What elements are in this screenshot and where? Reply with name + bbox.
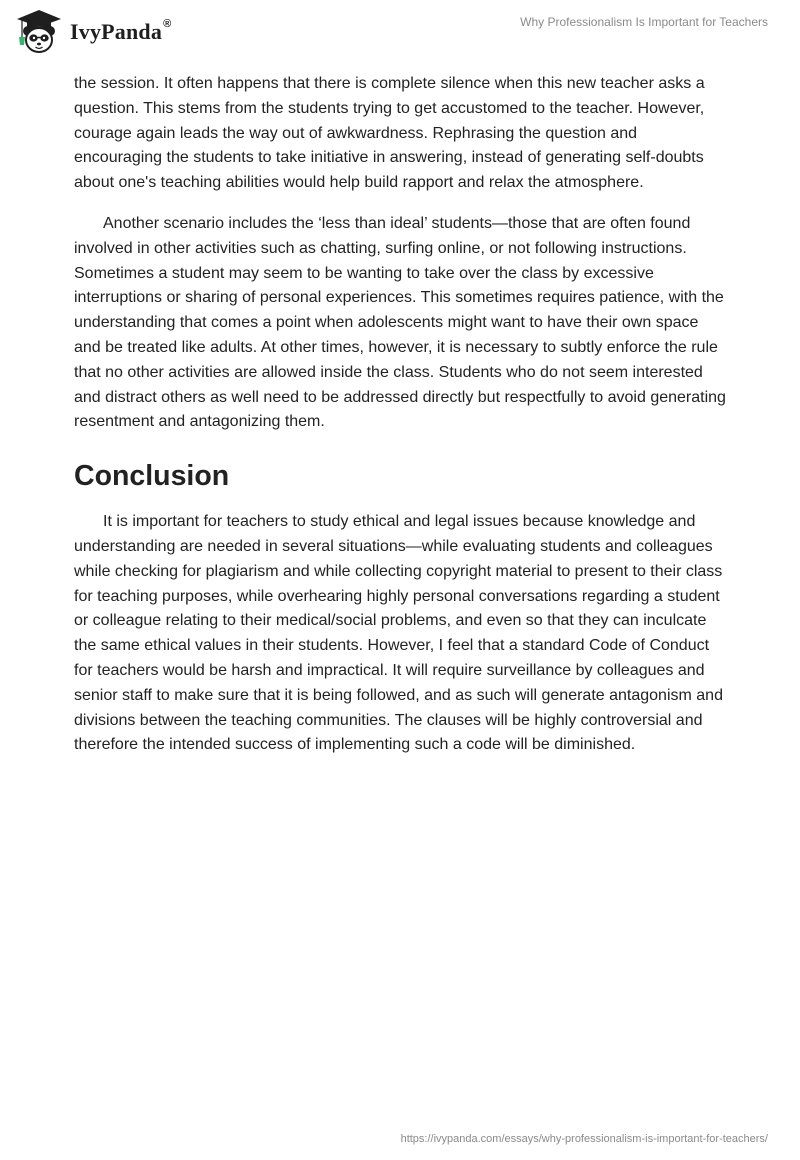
conclusion-heading: Conclusion [74,460,230,493]
ivypanda-logo[interactable] [14,7,171,57]
registered-mark: ® [163,17,172,30]
brand-name-text: IvyPanda [70,19,163,44]
brand-name [70,19,171,45]
essay-content [74,72,726,758]
body-paragraph: Another scenario includes the ‘less than ideal’ students—those that are often found involved in other activities such as chatting, surfing online, or not following instructions. Sometimes a student may seem to be wanting to take over the class by excessive interruptions or sharing of personal experiences. This sometimes requires patience, with the understanding that comes a point when adolescents might want to have their own space and be treated like adults. At other times, however, it is necessary to subtly enforce the rule that no other activities are allowed inside the class. Students who do not seem interested and distract others as well need to be addressed directly but respectfully to avoid generating resentment and antagonizing them. [74,214,726,431]
body-paragraph: It is important for teachers to study ethical and legal issues because knowledge and understanding are needed in several situations—while evaluating students and colleagues while checking for plagiarism and while collecting copyright material to present to their class for teaching purposes, while overhearing highly personal conversations regarding a student or colleague relating to their medical/social problems, and even so that they can inculcate the same ethical values in their students. However, I feel that a standard Code of Conduct for teachers would be harsh and impractical. It will require surveillance by colleagues and senior staff to make sure that it is being followed, and as such will generate antagonism and divisions between the teaching communities. The clauses will be highly controversial and therefore the intended success of implementing such a code will be diminished. [74,513,723,754]
running-title: Why Professionalism Is Important for Teachers [520,15,768,29]
panda-graduation-cap-icon [14,7,64,57]
body-paragraph: the session. It often happens that there is complete silence when this new teacher asks a question. This stems from the students trying to get accustomed to the teacher. However, courage again leads the way out of awkwardness. Rephrasing the question and encouraging the students to take initiative in answering, instead of generating self-doubts about one's teaching abilities would help build rapport and relax the atmosphere. [74,75,705,192]
source-url[interactable]: https://ivypanda.com/essays/why-professionalism-is-important-for-teachers/ [400,1133,768,1145]
page-header [0,0,800,60]
